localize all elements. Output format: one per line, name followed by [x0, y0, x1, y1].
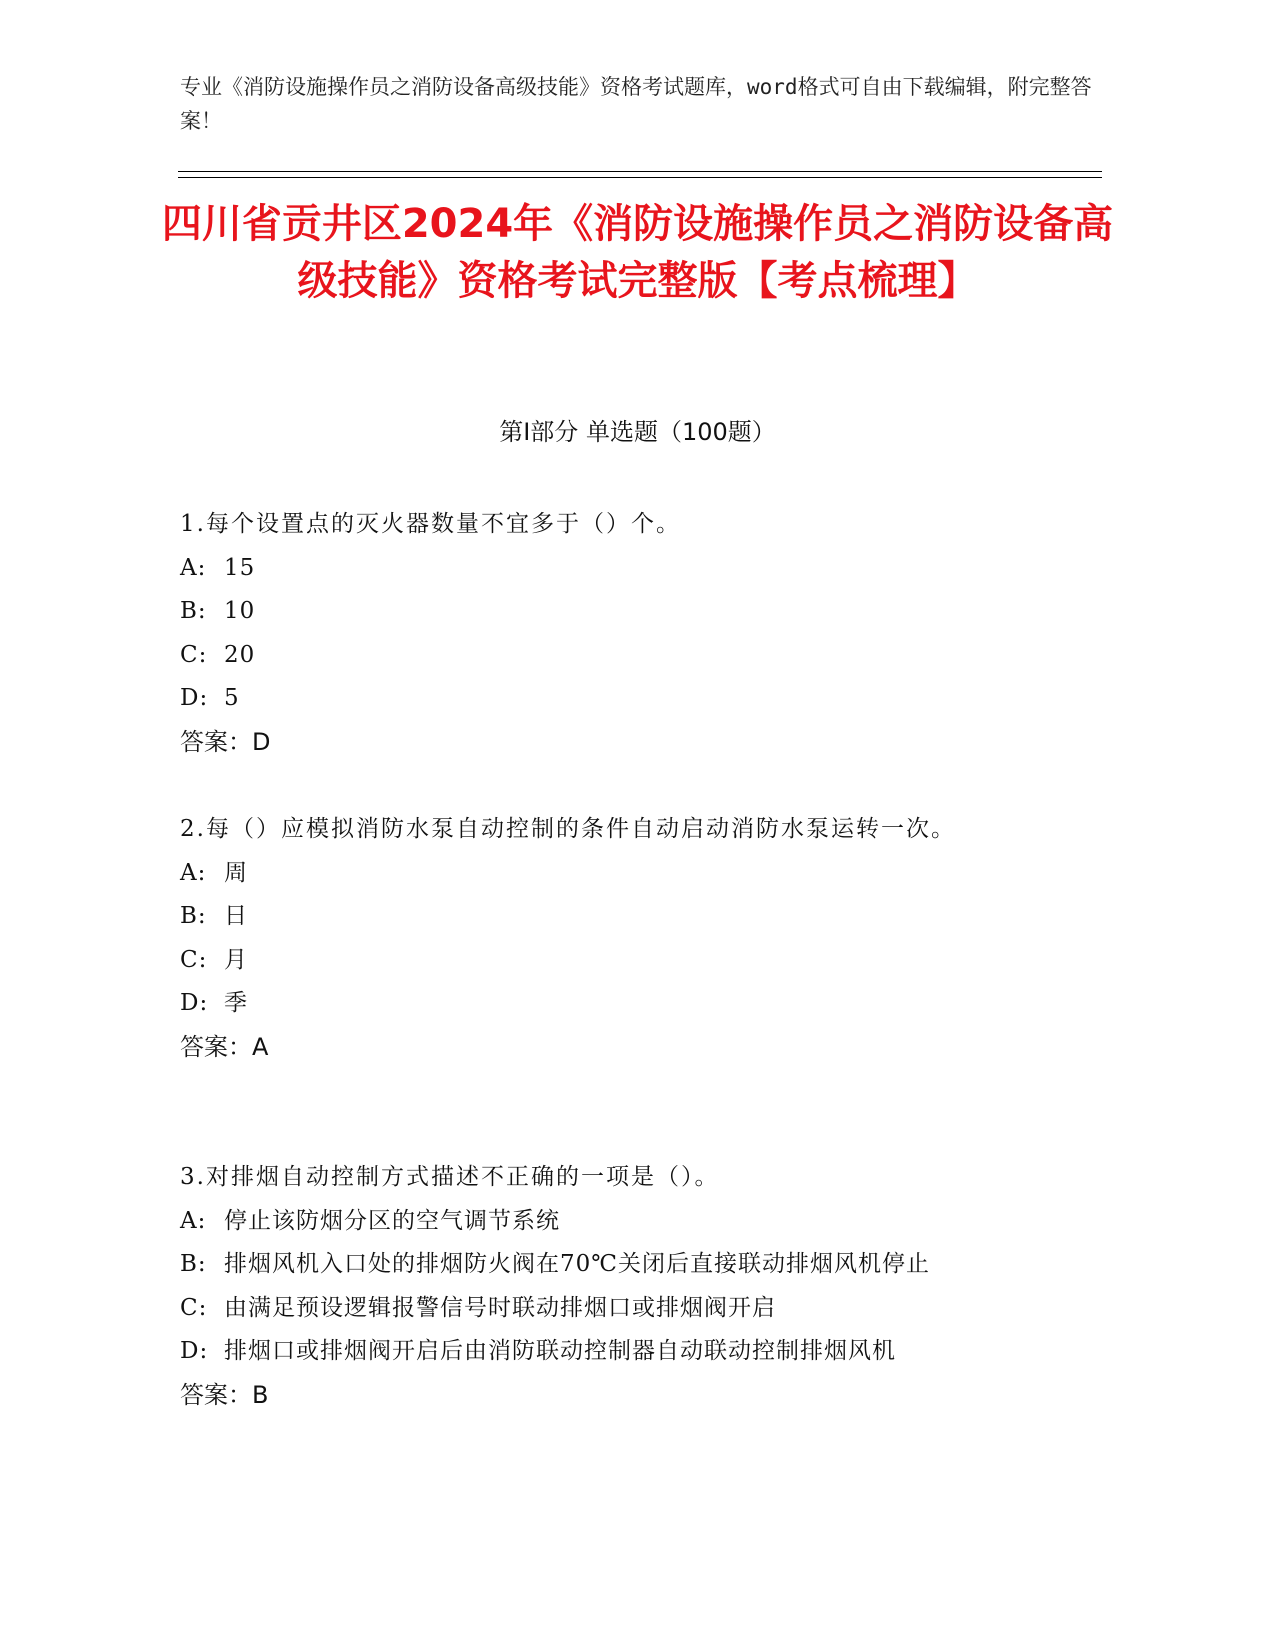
- option-key: B:: [180, 903, 207, 929]
- question-stem: 3.对排烟自动控制方式描述不正确的一项是（）。: [180, 1164, 720, 1190]
- question-3: [180, 1156, 1060, 1417]
- option-c: [180, 634, 1060, 678]
- option-key: D:: [180, 685, 209, 711]
- option-text: 排烟口或排烟阀开启后由消防联动控制器自动联动控制排烟风机: [224, 1338, 896, 1364]
- option-key: C:: [180, 946, 208, 973]
- option-text: 月: [224, 946, 248, 973]
- question-1: [180, 503, 1060, 764]
- option-a: [180, 852, 1060, 896]
- option-text: 10: [224, 598, 256, 624]
- option-d: [180, 1330, 1060, 1374]
- option-a: [180, 1200, 1060, 1244]
- option-a: [180, 547, 1060, 591]
- option-text: 季: [224, 990, 248, 1016]
- option-key: A:: [180, 1207, 207, 1234]
- option-key: C:: [180, 641, 208, 668]
- answer: 答案：D: [180, 727, 271, 756]
- answer: 答案：A: [180, 1032, 269, 1061]
- question-stem: 1.每个设置点的灭火器数量不宜多于（）个。: [180, 511, 681, 537]
- option-key: D:: [180, 1338, 209, 1364]
- option-c: [180, 1287, 1060, 1331]
- header-note: 专业《消防设施操作员之消防设备高级技能》资格考试题库，word格式可自由下载编辑，附完整答案！: [180, 75, 1092, 133]
- option-b: [180, 895, 1060, 939]
- header-rule-bottom: [178, 177, 1102, 178]
- option-text: 15: [224, 554, 256, 581]
- option-text: 停止该防烟分区的空气调节系统: [224, 1207, 560, 1234]
- option-d: [180, 677, 1060, 721]
- header-rule-top: [178, 171, 1102, 172]
- option-text: 5: [224, 685, 240, 711]
- option-text: 周: [224, 859, 248, 886]
- option-text: 20: [224, 641, 256, 668]
- option-d: [180, 982, 1060, 1026]
- option-key: B:: [180, 1251, 207, 1277]
- question-stem: 2.每（）应模拟消防水泵自动控制的条件自动启动消防水泵运转一次。: [180, 816, 956, 842]
- option-key: D:: [180, 990, 209, 1016]
- option-key: A:: [180, 554, 207, 581]
- document-title: 四川省贡井区2024年《消防设施操作员之消防设备高级技能》资格考试完整版【考点梳理】: [161, 201, 1114, 304]
- option-key: B:: [180, 598, 207, 624]
- option-key: A:: [180, 859, 207, 886]
- option-key: C:: [180, 1294, 208, 1321]
- option-b: [180, 1243, 1060, 1287]
- option-text: 日: [224, 903, 248, 929]
- option-c: [180, 939, 1060, 983]
- question-2: [180, 808, 1060, 1069]
- section-heading: 第I部分 单选题（100题）: [499, 418, 776, 446]
- option-text: 由满足预设逻辑报警信号时联动排烟口或排烟阀开启: [224, 1294, 776, 1321]
- option-text: 排烟风机入口处的排烟防火阀在70℃关闭后直接联动排烟风机停止: [224, 1251, 930, 1277]
- option-b: [180, 590, 1060, 634]
- answer: 答案：B: [180, 1380, 269, 1409]
